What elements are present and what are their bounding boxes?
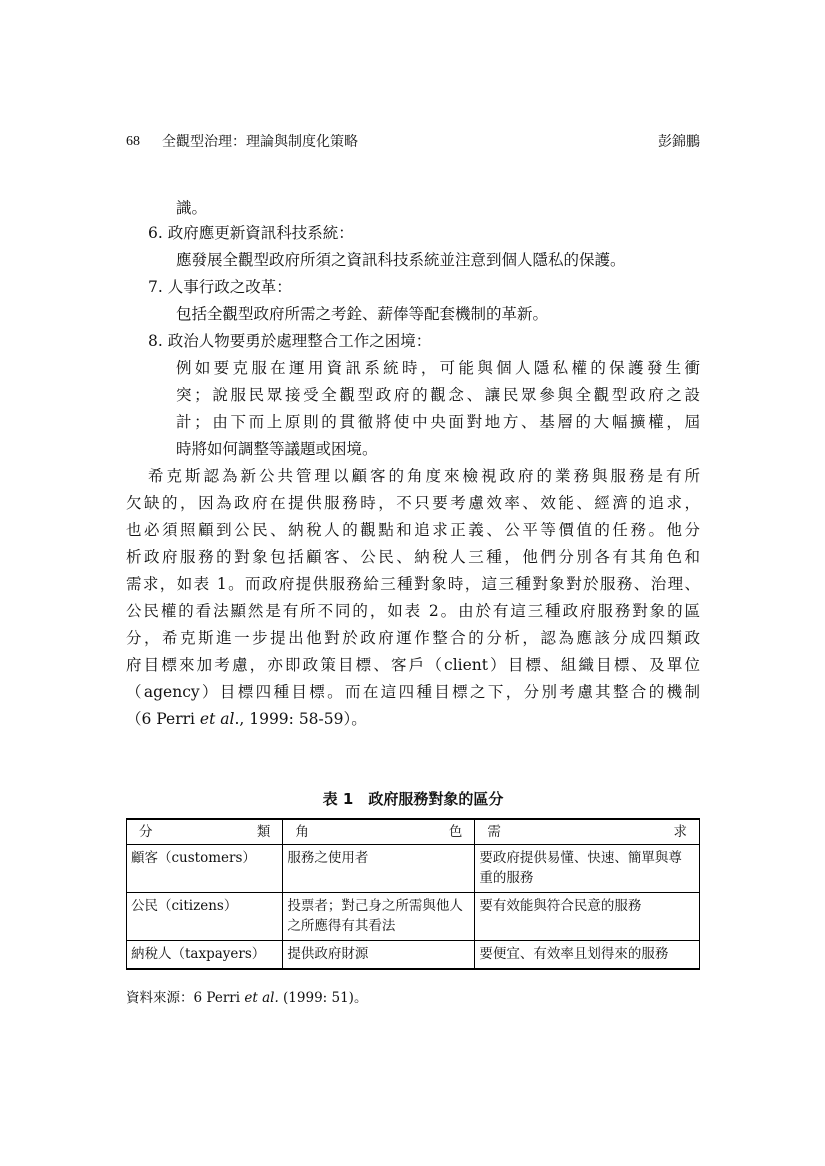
header-cell (475, 819, 700, 845)
body-line: 需求，如表 1。而政府提供服務給三種對象時，這三種對象對於服務、治理、 (126, 575, 700, 593)
source-rest: (1999: 51)。 (278, 990, 368, 1006)
table-cell: 要政府提供易懂、快速、簡單與尊重的服務 (475, 845, 700, 893)
body-line: 計；由下而上原則的貫徹將使中央面對地方、基層的大幅擴權，屆 (176, 413, 700, 431)
header-cell (283, 819, 475, 845)
table-cell: 要有效能與符合民意的服務 (475, 893, 700, 941)
table-row (127, 941, 700, 970)
body-line: 府目標來加考慮，亦即政策目標、客戶（client）目標、組織目標、及單位 (126, 656, 700, 674)
table-row (127, 845, 700, 893)
table-title: 表 1 政府服務對象的區分 (322, 790, 504, 808)
page-number: 68 (126, 134, 140, 149)
table-cell: 投票者；對己身之所需與他人之所應得有其看法 (283, 893, 475, 941)
book-title: 全觀型治理：理論與制度化策略 (162, 134, 358, 150)
body-line: 例如要克服在運用資訊系統時，可能與個人隱私權的保護發生衝 (176, 359, 700, 377)
table-cell: 公民（citizens） (127, 893, 283, 941)
header-label: 需求 (487, 824, 687, 840)
body-line: 識。 (176, 199, 208, 217)
body-line: 包括全觀型政府所需之考銓、薪俸等配套機制的革新。 (176, 305, 549, 323)
service-targets-table (126, 818, 700, 970)
source-etal: et al. (244, 990, 279, 1006)
body-line: 析政府服務的對象包括顧客、公民、納稅人三種，他們分別各有其角色和 (126, 548, 700, 566)
citation-etal: et al (199, 710, 235, 728)
header-label: 分類 (139, 824, 271, 840)
list-item-heading: 7. 人事行政之改革： (148, 278, 292, 296)
running-header (126, 131, 700, 153)
source-prefix: 資料來源：6 Perri (126, 990, 245, 1006)
body-line: （agency）目標四種目標。而在這四種目標之下，分別考慮其整合的機制 (126, 683, 700, 701)
table-source-note (126, 987, 367, 1009)
header-label: 角色 (295, 824, 463, 840)
citation-line (126, 704, 700, 734)
table-cell: 要便宜、有效率且划得來的服務 (475, 941, 700, 970)
paragraph-first-line: 希克斯認為新公共管理以顧客的角度來檢視政府的業務與服務是有所 (148, 467, 700, 485)
body-line: 時將如何調整等議題或困境。 (176, 440, 378, 458)
table-cell: 提供政府財源 (283, 941, 475, 970)
body-line: 分，希克斯進一步提出他對於政府運作整合的分析，認為應該分成四類政 (126, 629, 700, 647)
body-line: 欠缺的，因為政府在提供服務時，不只要考慮效率、效能、經濟的追求， (126, 494, 700, 512)
body-line: 應發展全觀型政府所須之資訊科技系統並注意到個人隱私的保護。 (176, 251, 626, 269)
list-item-heading: 6. 政府應更新資訊科技系統： (148, 224, 354, 242)
header-cell (127, 819, 283, 845)
body-line: 也必須照顧到公民、納稅人的觀點和追求正義、公平等價值的任務。他分 (126, 521, 700, 539)
citation-rest: ., 1999: 58-59）。 (234, 710, 367, 728)
author-name: 彭錦鵬 (658, 134, 700, 150)
citation-open: （6 Perri (126, 710, 200, 728)
body-line: 公民權的看法顯然是有所不同的，如表 2。由於有這三種政府服務對象的區 (126, 602, 700, 620)
list-item-heading: 8. 政治人物要勇於處理整合工作之困境： (148, 332, 432, 350)
table-row (127, 893, 700, 941)
body-line: 突；說服民眾接受全觀型政府的觀念、讓民眾參與全觀型政府之設 (176, 386, 700, 404)
table-cell: 服務之使用者 (283, 845, 475, 893)
table-cell: 納稅人（taxpayers） (127, 941, 283, 970)
table-cell: 顧客（customers） (127, 845, 283, 893)
table-header-row (127, 819, 700, 845)
